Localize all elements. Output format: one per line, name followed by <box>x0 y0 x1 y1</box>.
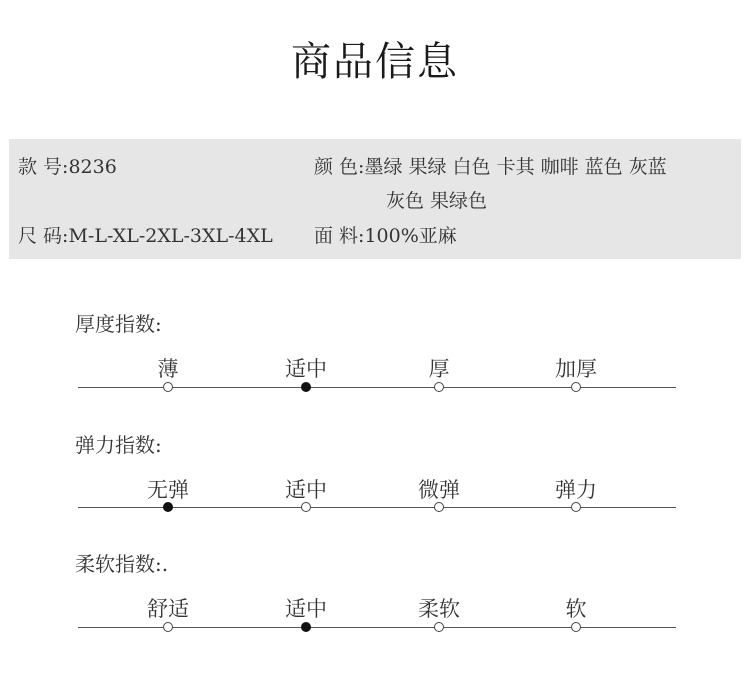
elasticity-option-dot <box>434 502 444 512</box>
softness-option-dot <box>301 622 311 632</box>
thickness-option-dot <box>163 382 173 392</box>
fabric-value: 100%亚麻 <box>364 225 457 247</box>
thickness-option-label: 加厚 <box>555 357 597 381</box>
elasticity-scale-title: 弹力指数: <box>75 433 162 457</box>
color-values-line1: 墨绿 果绿 白色 卡其 咖啡 蓝色 灰蓝 <box>364 156 667 178</box>
softness-option-label: 柔软 <box>418 597 460 621</box>
softness-option-label: 舒适 <box>147 597 189 621</box>
thickness-option-dot <box>434 382 444 392</box>
thickness-option-label: 适中 <box>285 357 327 381</box>
size-value: M-L-XL-2XL-3XL-4XL <box>68 225 273 247</box>
softness-scale-title: 柔软指数:. <box>75 552 169 576</box>
style-number-value: 8236 <box>68 156 117 178</box>
softness-option-label: 适中 <box>285 597 327 621</box>
elasticity-option-label: 微弹 <box>418 478 460 502</box>
elasticity-option-dot <box>571 502 581 512</box>
page-title: 商品信息 <box>291 39 459 85</box>
thickness-option-dot <box>571 382 581 392</box>
size-label: 尺 码: <box>18 225 69 247</box>
fabric-row <box>314 221 457 248</box>
style-number-label: 款 号: <box>18 156 69 178</box>
thickness-scale-title: 厚度指数: <box>75 312 162 336</box>
elasticity-option-label: 无弹 <box>147 478 189 502</box>
elasticity-option-dot <box>301 502 311 512</box>
softness-option-dot <box>434 622 444 632</box>
thickness-option-dot <box>301 382 311 392</box>
softness-option-dot <box>571 622 581 632</box>
color-label: 颜 色: <box>314 156 365 178</box>
color-values-line2: 灰色 果绿色 <box>386 190 488 212</box>
elasticity-option-label: 适中 <box>285 478 327 502</box>
thickness-option-label: 厚 <box>428 357 450 381</box>
elasticity-option-label: 弹力 <box>555 478 597 502</box>
style-number-row <box>18 152 117 179</box>
thickness-option-label: 薄 <box>157 357 179 381</box>
color-row <box>314 152 667 179</box>
softness-option-dot <box>163 622 173 632</box>
softness-option-label: 软 <box>565 597 587 621</box>
fabric-label: 面 料: <box>314 225 365 247</box>
elasticity-option-dot <box>163 502 173 512</box>
size-row <box>18 221 273 248</box>
